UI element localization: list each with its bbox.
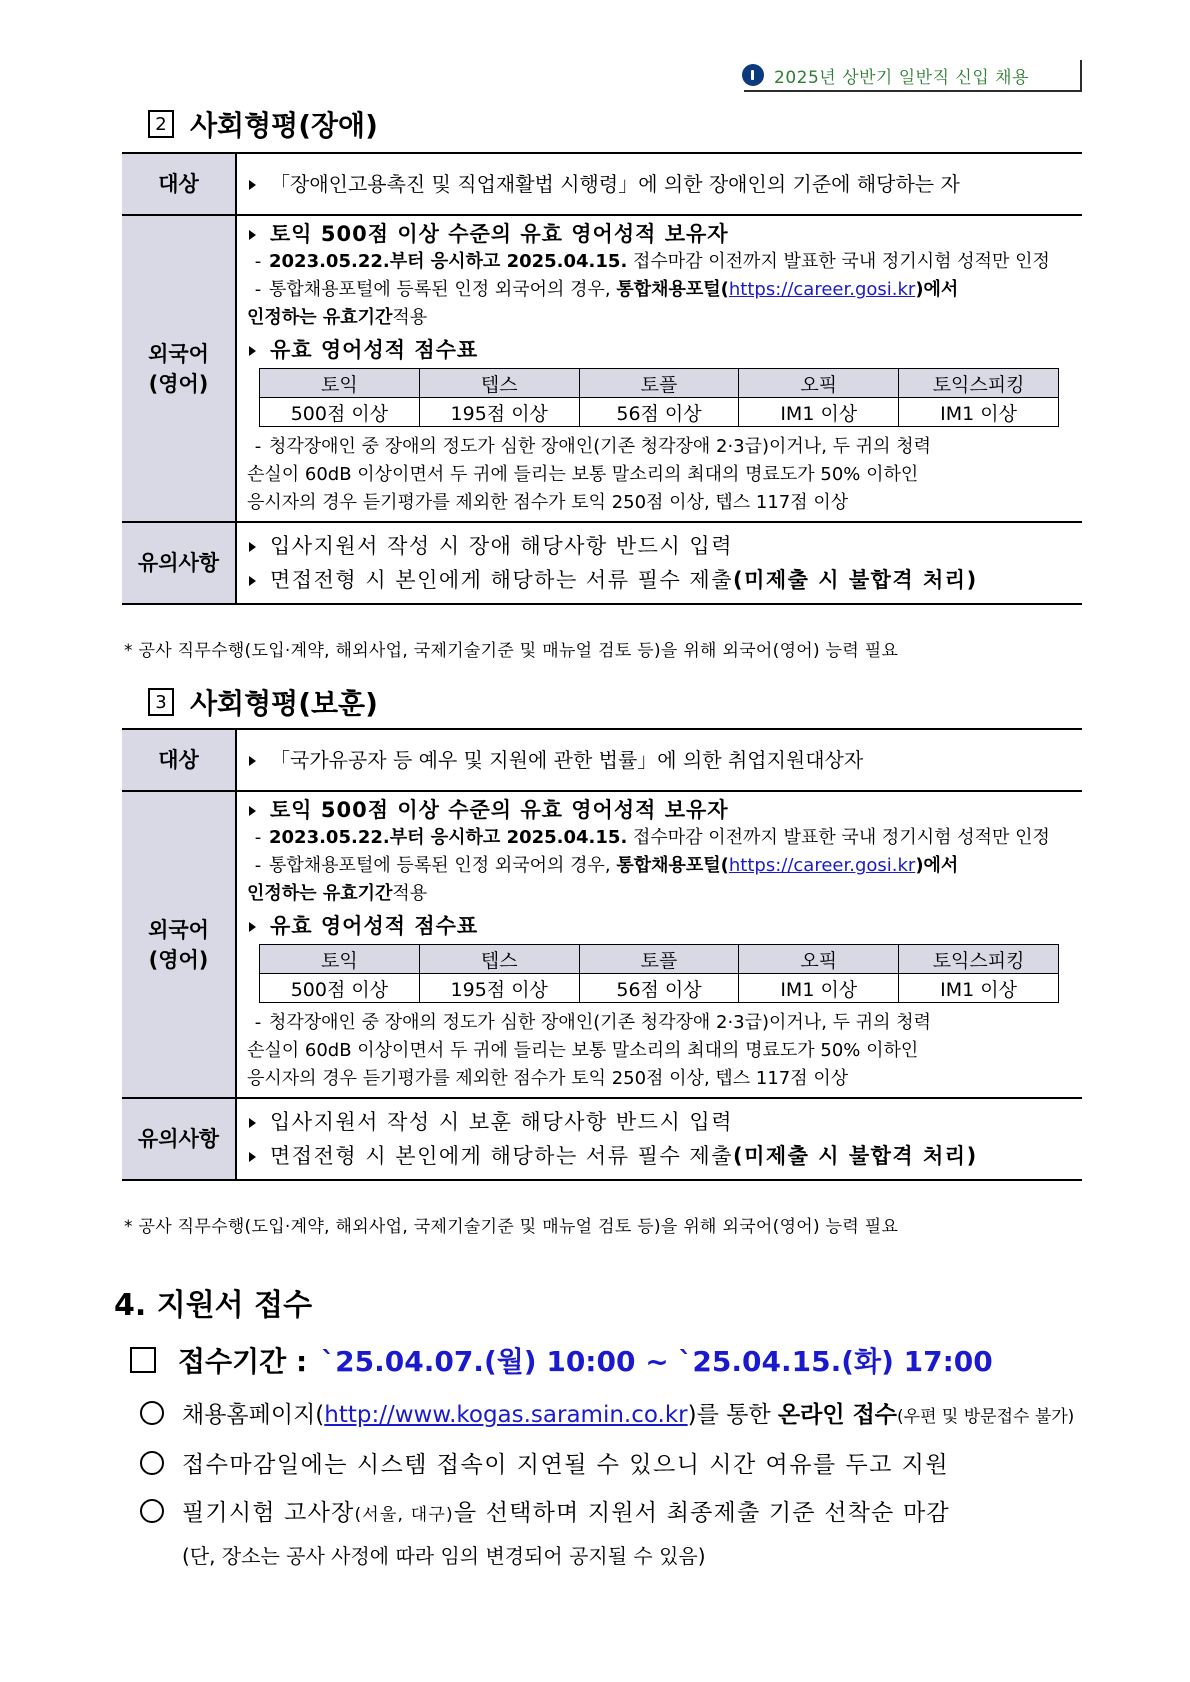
validity-period-rest: 적용 bbox=[392, 307, 428, 328]
note-item-2: 면접전형 시 본인에게 해당하는 서류 필수 제출 bbox=[270, 568, 733, 592]
section-title-disability bbox=[148, 104, 378, 144]
triangle-bullet-icon bbox=[249, 1118, 256, 1128]
application-bullet-3 bbox=[140, 1494, 950, 1527]
language-label bbox=[122, 791, 236, 1098]
score-value: IM1 이상 bbox=[739, 974, 899, 1003]
triangle-bullet-icon bbox=[249, 806, 256, 816]
info-icon bbox=[742, 64, 764, 86]
requirements-table-disability bbox=[122, 152, 1082, 605]
online-application-bold: 온라인 접수 bbox=[777, 1402, 898, 1428]
note-item-1: 입사지원서 작성 시 보훈 해당사항 반드시 입력 bbox=[270, 1110, 733, 1134]
language-cell bbox=[236, 215, 1082, 522]
section-title-veterans bbox=[148, 682, 378, 722]
notes-cell bbox=[236, 1098, 1082, 1180]
triangle-bullet-icon bbox=[249, 922, 256, 932]
score-header: 토익스피킹 bbox=[899, 945, 1059, 974]
score-value: 500점 이상 bbox=[260, 974, 420, 1003]
bullet3-small: (서울, 대구) bbox=[354, 1505, 454, 1525]
note-item-1: 입사지원서 작성 시 장애 해당사항 반드시 입력 bbox=[270, 534, 733, 558]
document-header-tag bbox=[744, 60, 1082, 92]
period-value: `25.04.07.(월) 10:00 ~ `25.04.15.(화) 17:00 bbox=[321, 1345, 993, 1378]
requirement-sub2-text: 통합채용포털에 등록된 인정 외국어의 경우, bbox=[269, 855, 617, 876]
period-label: 접수기간 : bbox=[178, 1345, 308, 1378]
target-label: 대상 bbox=[122, 153, 236, 215]
target-label: 대상 bbox=[122, 729, 236, 791]
requirement-sub1-date: 2023.05.22.부터 응시하고 2025.04.15. bbox=[269, 827, 628, 848]
score-table-title: 유효 영어성적 점수표 bbox=[270, 338, 479, 362]
triangle-bullet-icon bbox=[249, 1152, 256, 1162]
score-table bbox=[259, 368, 1059, 427]
circle-bullet-icon bbox=[140, 1499, 164, 1523]
hearing-note-line2: 손실이 60dB 이상이면서 두 귀에 들리는 보통 말소리의 최대의 명료도가 50% 이하인 bbox=[247, 464, 919, 485]
triangle-bullet-icon bbox=[249, 230, 256, 240]
bullet1-text-b: )를 통한 bbox=[687, 1402, 778, 1428]
requirement-sub2-portal: 통합채용포털( bbox=[616, 279, 729, 300]
application-bullet-2 bbox=[140, 1446, 949, 1479]
requirement-sub2-suffix: )에서 bbox=[915, 855, 959, 876]
validity-period-bold: 인정하는 유효기간 bbox=[247, 307, 393, 328]
career-portal-link[interactable]: https://career.gosi.kr bbox=[728, 279, 916, 300]
score-value: IM1 이상 bbox=[899, 398, 1059, 427]
score-header: 토익 bbox=[260, 369, 420, 398]
triangle-bullet-icon bbox=[249, 576, 256, 586]
language-label-line2: (영어) bbox=[148, 947, 209, 972]
requirement-sub2: - 통합채용포털에 등록된 인정 외국어의 경우, 통합채용포털(https://career.gosi.kr)에서 bbox=[254, 279, 959, 300]
section-number: 3 bbox=[148, 688, 174, 716]
target-text: 「장애인고용촉진 및 직업재활법 시행령」에 의한 장애인의 기준에 해당하는 자 bbox=[270, 172, 960, 196]
requirement-title: 토익 500점 이상 수준의 유효 영어성적 보유자 bbox=[270, 222, 729, 246]
language-label bbox=[122, 215, 236, 522]
hearing-note: - 청각장애인 중 장애의 정도가 심한 장애인(기존 청각장애 2·3급)이거나, 두 귀의 청력 bbox=[247, 433, 1074, 461]
bullet3-text-b: 을 선택하며 지원서 최종제출 기준 선착순 마감 bbox=[453, 1500, 950, 1526]
language-label-line1: 외국어 bbox=[148, 341, 209, 366]
footnote: * 공사 직무수행(도입·계약, 해외사업, 국제기술기준 및 매뉴얼 검토 등)을 위해 외국어(영어) 능력 필요 bbox=[124, 1217, 899, 1237]
score-value: 500점 이상 bbox=[260, 398, 420, 427]
note-item-2: 면접전형 시 본인에게 해당하는 서류 필수 제출 bbox=[270, 1144, 733, 1168]
hearing-note: - 청각장애인 중 장애의 정도가 심한 장애인(기존 청각장애 2·3급)이거나, 두 귀의 청력 bbox=[247, 1009, 1074, 1037]
application-period bbox=[130, 1340, 993, 1380]
note-item-2-bold: (미제출 시 불합격 처리) bbox=[732, 568, 978, 592]
score-header: 토익 bbox=[260, 945, 420, 974]
validity-period-bold: 인정하는 유효기간 bbox=[247, 883, 393, 904]
target-text: 「국가유공자 등 예우 및 지원에 관한 법률」에 의한 취업지원대상자 bbox=[270, 748, 864, 772]
application-heading: 4. 지원서 접수 bbox=[114, 1288, 313, 1323]
language-label-line1: 외국어 bbox=[148, 917, 209, 942]
target-cell bbox=[236, 729, 1082, 791]
hearing-note-line2: 손실이 60dB 이상이면서 두 귀에 들리는 보통 말소리의 최대의 명료도가 50% 이하인 bbox=[247, 1040, 919, 1061]
career-portal-link[interactable]: https://career.gosi.kr bbox=[728, 855, 916, 876]
score-value: 195점 이상 bbox=[419, 974, 579, 1003]
header-title: 2025년 상반기 일반직 신입 채용 bbox=[774, 67, 1030, 88]
section-number: 2 bbox=[148, 110, 174, 138]
notes-label: 유의사항 bbox=[122, 522, 236, 604]
hearing-note-line3: 응시자의 경우 듣기평가를 제외한 점수가 토익 250점 이상, 텝스 117점 이상 bbox=[247, 1068, 849, 1089]
triangle-bullet-icon bbox=[249, 542, 256, 552]
requirement-title: 토익 500점 이상 수준의 유효 영어성적 보유자 bbox=[270, 798, 729, 822]
circle-bullet-icon bbox=[140, 1401, 164, 1425]
score-header: 오픽 bbox=[739, 945, 899, 974]
bullet1-text-a: 채용홈페이지( bbox=[182, 1402, 325, 1428]
exam-location-note: (단, 장소는 공사 사정에 따라 임의 변경되어 공지될 수 있음) bbox=[182, 1544, 706, 1568]
requirement-sub1-text: 접수마감 이전까지 발표한 국내 정기시험 성적만 인정 bbox=[627, 827, 1050, 848]
score-value: 56점 이상 bbox=[579, 398, 739, 427]
requirement-sub1-text: 접수마감 이전까지 발표한 국내 정기시험 성적만 인정 bbox=[627, 251, 1050, 272]
section-title-text: 사회형평(보훈) bbox=[190, 687, 378, 720]
requirement-sub2-text: 통합채용포털에 등록된 인정 외국어의 경우, bbox=[269, 279, 617, 300]
hearing-note-line3: 응시자의 경우 듣기평가를 제외한 점수가 토익 250점 이상, 텝스 117점 이상 bbox=[247, 492, 849, 513]
bullet1-small: (우편 및 방문접수 불가) bbox=[897, 1407, 1075, 1427]
requirements-table-veterans bbox=[122, 728, 1082, 1181]
score-table bbox=[259, 944, 1059, 1003]
score-header: 토플 bbox=[579, 945, 739, 974]
triangle-bullet-icon bbox=[249, 756, 256, 766]
target-cell bbox=[236, 153, 1082, 215]
bullet2-text: 접수마감일에는 시스템 접속이 지연될 수 있으니 시간 여유를 두고 지원 bbox=[182, 1452, 950, 1478]
score-value: IM1 이상 bbox=[899, 974, 1059, 1003]
notes-cell bbox=[236, 522, 1082, 604]
language-label-line2: (영어) bbox=[148, 371, 209, 396]
hearing-note-line1: 청각장애인 중 장애의 정도가 심한 장애인(기존 청각장애 2·3급)이거나, 두 귀의 청력 bbox=[269, 1012, 932, 1033]
requirement-sub2-line2 bbox=[247, 304, 1074, 332]
circle-bullet-icon bbox=[140, 1451, 164, 1475]
score-header: 텝스 bbox=[419, 369, 579, 398]
requirement-sub1-date: 2023.05.22.부터 응시하고 2025.04.15. bbox=[269, 251, 628, 272]
section-title-text: 사회형평(장애) bbox=[190, 109, 378, 142]
hearing-note-line1: 청각장애인 중 장애의 정도가 심한 장애인(기존 청각장애 2·3급)이거나, 두 귀의 청력 bbox=[269, 436, 932, 457]
score-value: 56점 이상 bbox=[579, 974, 739, 1003]
score-value: IM1 이상 bbox=[739, 398, 899, 427]
requirement-sub1: - 2023.05.22.부터 응시하고 2025.04.15. 접수마감 이전까지 발표한 국내 정기시험 성적만 인정 bbox=[254, 251, 1050, 272]
checkbox-square-icon bbox=[130, 1347, 156, 1373]
requirement-sub2-line2 bbox=[247, 880, 1074, 908]
triangle-bullet-icon bbox=[249, 180, 256, 190]
footnote: * 공사 직무수행(도입·계약, 해외사업, 국제기술기준 및 매뉴얼 검토 등)을 위해 외국어(영어) 능력 필요 bbox=[124, 641, 899, 661]
note-item-2-bold: (미제출 시 불합격 처리) bbox=[732, 1144, 978, 1168]
score-header: 텝스 bbox=[419, 945, 579, 974]
language-cell bbox=[236, 791, 1082, 1098]
score-header: 오픽 bbox=[739, 369, 899, 398]
requirement-sub2: - 통합채용포털에 등록된 인정 외국어의 경우, 통합채용포털(https://career.gosi.kr)에서 bbox=[254, 855, 959, 876]
score-header: 토익스피킹 bbox=[899, 369, 1059, 398]
requirement-sub2-portal: 통합채용포털( bbox=[616, 855, 729, 876]
triangle-bullet-icon bbox=[249, 346, 256, 356]
requirement-sub1: - 2023.05.22.부터 응시하고 2025.04.15. 접수마감 이전까지 발표한 국내 정기시험 성적만 인정 bbox=[254, 827, 1050, 848]
score-value: 195점 이상 bbox=[419, 398, 579, 427]
kogas-recruit-link[interactable]: http://www.kogas.saramin.co.kr bbox=[324, 1402, 688, 1428]
validity-period-rest: 적용 bbox=[392, 883, 428, 904]
bullet3-text-a: 필기시험 고사장 bbox=[182, 1500, 355, 1526]
requirement-sub2-suffix: )에서 bbox=[915, 279, 959, 300]
score-table-title: 유효 영어성적 점수표 bbox=[270, 914, 479, 938]
score-header: 토플 bbox=[579, 369, 739, 398]
application-bullet-1 bbox=[140, 1396, 1074, 1429]
notes-label: 유의사항 bbox=[122, 1098, 236, 1180]
